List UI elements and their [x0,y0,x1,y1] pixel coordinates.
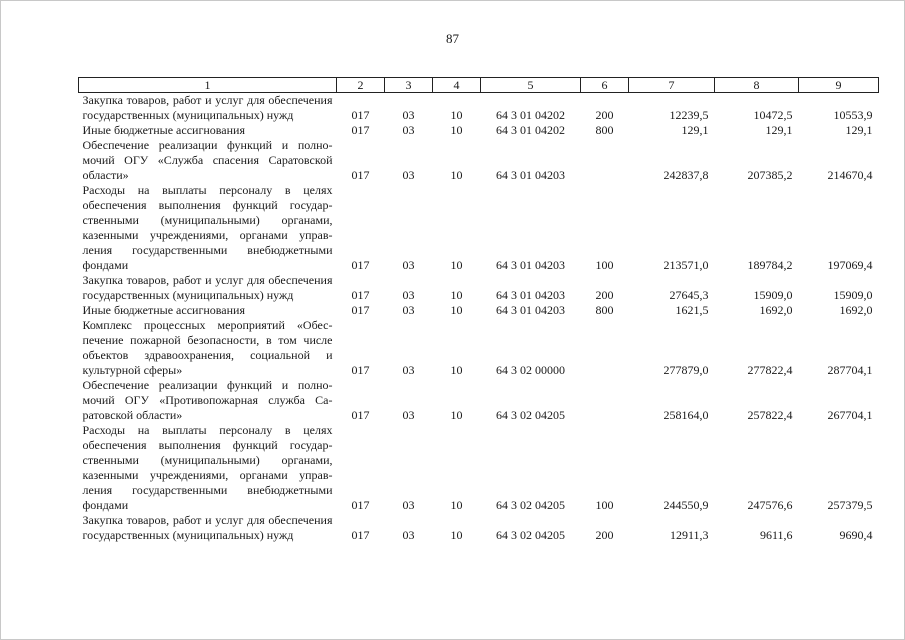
cell-subsection: 10 [450,258,463,272]
cell-subsection: 10 [450,528,463,542]
cell-amount-2: 277822,4 [747,363,793,377]
cell-amount-3: 129,1 [845,123,873,137]
column-header-8: 8 [715,78,799,93]
cell-amount-1: 258164,0 [663,408,709,422]
cell-ministry-code: 017 [351,363,370,377]
header-row [79,78,879,93]
cell-subsection: 10 [450,288,463,302]
cell-target-article: 64 3 01 04202 [496,123,565,137]
cell-ministry-code: 017 [351,498,370,512]
cell-ministry-code: 017 [351,408,370,422]
table-row [79,513,879,543]
cell-target-article: 64 3 01 04203 [496,168,565,182]
cell-amount-3: 257379,5 [827,498,873,512]
cell-ministry-code: 017 [351,303,370,317]
column-header-4: 4 [433,78,481,93]
table-row [79,138,879,183]
cell-amount-1: 242837,8 [663,168,709,182]
cell-target-article: 64 3 01 04202 [496,108,565,122]
column-header-6: 6 [581,78,629,93]
row-description: Закупка товаров, работ и услуг для обеспечения государственных (муниципальных) нужд [82,273,333,302]
cell-subsection: 10 [450,123,463,137]
cell-ministry-code: 017 [351,258,370,272]
cell-amount-2: 207385,2 [747,168,793,182]
cell-target-article: 64 3 02 04205 [496,528,565,542]
cell-expense-type: 200 [595,108,614,122]
cell-amount-1: 129,1 [681,123,709,137]
row-description: Закупка товаров, работ и услуг для обеспечения государственных (муниципальных) нужд [82,93,333,122]
cell-section: 03 [402,288,415,302]
row-description: Иные бюджетные ассигнования [82,123,245,137]
cell-amount-1: 277879,0 [663,363,709,377]
cell-amount-2: 10472,5 [753,108,793,122]
cell-section: 03 [402,258,415,272]
cell-amount-1: 1621,5 [675,303,709,317]
cell-amount-3: 10553,9 [833,108,873,122]
budget-table [78,77,879,543]
cell-subsection: 10 [450,408,463,422]
cell-target-article: 64 3 01 04203 [496,288,565,302]
cell-amount-2: 129,1 [765,123,793,137]
column-header-7: 7 [629,78,715,93]
cell-amount-2: 9611,6 [759,528,793,542]
row-description: Иные бюджетные ассигнования [82,303,245,317]
cell-expense-type: 800 [595,303,614,317]
cell-amount-1: 27645,3 [669,288,709,302]
cell-expense-type [581,318,629,378]
cell-target-article: 64 3 02 04205 [496,498,565,512]
cell-amount-3: 214670,4 [827,168,873,182]
cell-target-article: 64 3 02 04205 [496,408,565,422]
cell-amount-2: 257822,4 [747,408,793,422]
column-header-9: 9 [799,78,879,93]
cell-amount-1: 213571,0 [663,258,709,272]
cell-section: 03 [402,528,415,542]
table-row [79,303,879,318]
cell-subsection: 10 [450,498,463,512]
cell-amount-2: 15909,0 [753,288,793,302]
cell-expense-type: 800 [595,123,614,137]
column-header-1: 1 [79,78,337,93]
cell-amount-3: 15909,0 [833,288,873,302]
cell-amount-2: 189784,2 [747,258,793,272]
cell-amount-3: 197069,4 [827,258,873,272]
table-row [79,93,879,124]
row-description: Расходы на выплаты персоналу в целях обеспечения выполнения функций государственными (муниципальными) органами, казенными учреждениями, органами управления государственными внебюджетными фондами [82,423,333,512]
cell-ministry-code: 017 [351,168,370,182]
cell-section: 03 [402,108,415,122]
cell-target-article: 64 3 02 00000 [496,363,565,377]
cell-expense-type: 200 [595,528,614,542]
row-description: Расходы на выплаты персоналу в целях обеспечения выполнения функций государственными (муниципальными) органами, казенными учреждениями, органами управления государственными внебюджетными фондами [82,183,333,272]
cell-expense-type: 200 [595,288,614,302]
cell-section: 03 [402,168,415,182]
column-header-3: 3 [385,78,433,93]
cell-expense-type [581,138,629,183]
column-header-2: 2 [337,78,385,93]
cell-section: 03 [402,303,415,317]
row-description: Обеспечение реализации функций и полномочий ОГУ «Противопожарная служба Саратовской области» [82,378,333,422]
cell-amount-3: 287704,1 [827,363,873,377]
cell-ministry-code: 017 [351,288,370,302]
table-row [79,318,879,378]
table-row [79,123,879,138]
cell-ministry-code: 017 [351,108,370,122]
cell-section: 03 [402,498,415,512]
cell-amount-1: 244550,9 [663,498,709,512]
cell-expense-type [581,378,629,423]
cell-subsection: 10 [450,168,463,182]
row-description: Комплекс процессных мероприятий «Обеспечение пожарной безопасности, в том числе объектов здравоохранения, социальной и культурной сферы» [82,318,333,377]
cell-amount-2: 1692,0 [759,303,793,317]
page-number: 87 [446,31,459,46]
cell-ministry-code: 017 [351,528,370,542]
table-row [79,423,879,513]
table-row [79,378,879,423]
row-description: Закупка товаров, работ и услуг для обеспечения государственных (муниципальных) нужд [82,513,333,542]
row-description: Обеспечение реализации функций и полномочий ОГУ «Служба спасения Саратовской области» [82,138,333,182]
column-header-5: 5 [481,78,581,93]
cell-subsection: 10 [450,108,463,122]
cell-section: 03 [402,123,415,137]
cell-subsection: 10 [450,303,463,317]
table-row [79,183,879,273]
cell-amount-2: 247576,6 [747,498,793,512]
cell-target-article: 64 3 01 04203 [496,258,565,272]
cell-amount-1: 12911,3 [669,528,709,542]
cell-amount-3: 267704,1 [827,408,873,422]
cell-section: 03 [402,363,415,377]
cell-amount-3: 9690,4 [839,528,873,542]
cell-ministry-code: 017 [351,123,370,137]
cell-target-article: 64 3 01 04203 [496,303,565,317]
cell-amount-1: 12239,5 [669,108,709,122]
cell-expense-type: 100 [595,258,614,272]
table-row [79,273,879,303]
cell-subsection: 10 [450,363,463,377]
cell-section: 03 [402,408,415,422]
cell-amount-3: 1692,0 [839,303,873,317]
cell-expense-type: 100 [595,498,614,512]
